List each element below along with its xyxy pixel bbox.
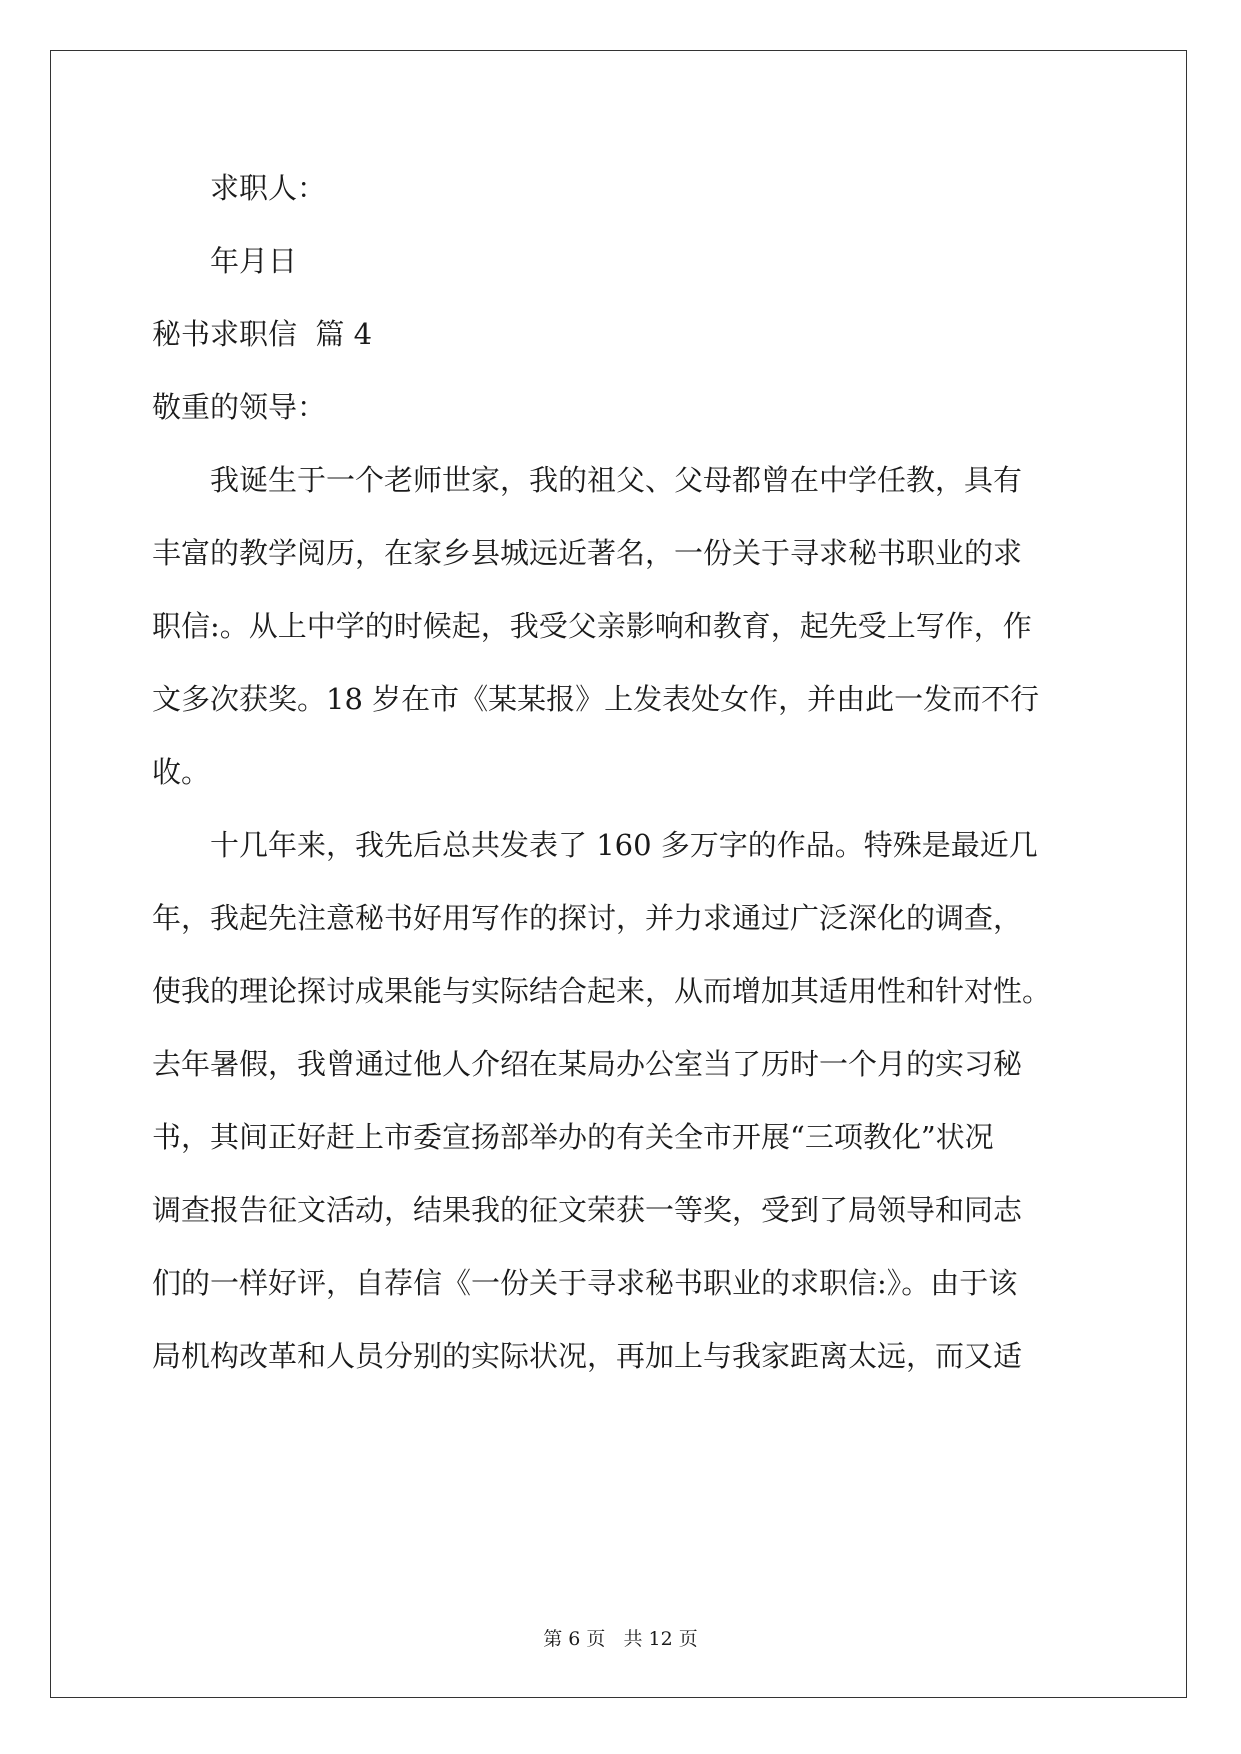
paragraph-1-line: 丰富的教学阅历，在家乡县城远近著名，一份关于寻求秘书职业的求 [152,536,1023,570]
paragraph-1-line: 职信:。从上中学的时候起，我受父亲影响和教育，起先受上写作，作 [152,609,1032,643]
salutation: 敬重的领导： [152,390,327,424]
paragraph-1 [152,460,1097,825]
paragraph-2-line: 年，我起先注意秘书好用写作的探讨，并力求通过广泛深化的调查， [152,901,1023,935]
paragraph-2-line: 们的一样好评，自荐信《一份关于寻求秘书职业的求职信:》。由于该 [152,1266,1018,1300]
page-footer [0,1624,1241,1651]
page-number-current: 第 6 页 [543,1628,606,1650]
paragraph-2-line: 书，其间正好赶上市委宣扬部举办的有关全市开展“三项教化”状况 [152,1120,994,1154]
paragraph-1-line: 收。 [152,755,211,789]
paragraph-2-line: 局机构改革和人员分别的实际状况，再加上与我家距离太远，而又适 [152,1339,1023,1373]
paragraph-2-line: 使我的理论探讨成果能与实际结合起来，从而增加其适用性和针对性。 [152,974,1052,1008]
paragraph-2-line: 去年暑假，我曾通过他人介绍在某局办公室当了历时一个月的实习秘 [152,1047,1023,1081]
page-number-total: 共 12 页 [623,1628,698,1650]
date-line: 年月日 [210,244,298,278]
section-heading: 秘书求职信 篇 4 [152,317,373,351]
applicant-line: 求职人： [210,171,327,205]
paragraph-2-line: 十几年来，我先后总共发表了 160 多万字的作品。特殊是最近几 [210,828,1038,862]
paragraph-2 [152,825,1097,1409]
paragraph-1-line: 我诞生于一个老师世家，我的祖父、父母都曾在中学任教，具有 [210,463,1023,497]
paragraph-2-line: 调查报告征文活动，结果我的征文荣获一等奖，受到了局领导和同志 [152,1193,1023,1227]
paragraph-1-line: 文多次获奖。18 岁在市《某某报》上发表处女作，并由此一发而不行 [152,682,1040,716]
